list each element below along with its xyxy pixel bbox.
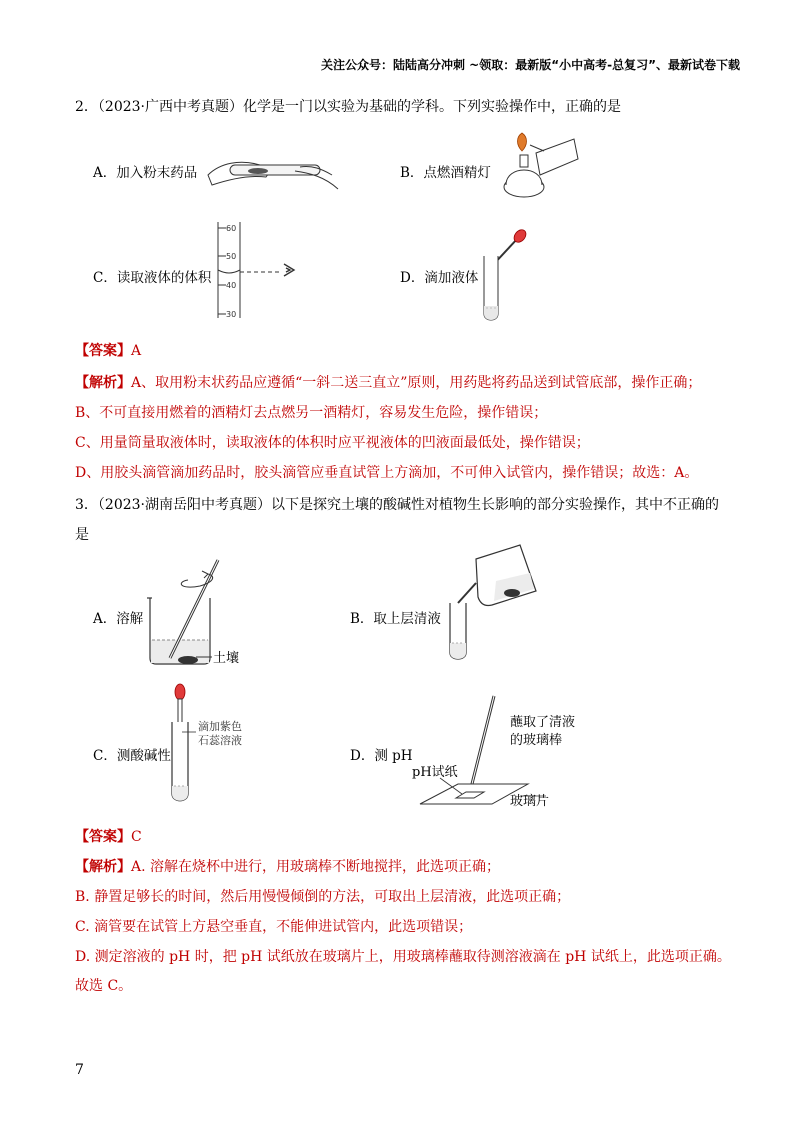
label-litmus-1: 滴加紫色 xyxy=(198,720,242,733)
q3-analysis-line-4: D. 测定溶液的 pH 时，把 pH 试纸放在玻璃片上，用玻璃棒蘸取待测溶液滴在 pH 试纸上，此选项正确。 xyxy=(75,949,731,965)
q2-analysis-line-2: B、不可直接用燃着的酒精灯去点燃另一酒精灯，容易发生危险，操作错误； xyxy=(75,405,548,421)
tick-60: 60 xyxy=(226,224,237,233)
q2-option-c: C．读取液体的体积 xyxy=(93,270,212,286)
answer-label: 【答案】 xyxy=(75,343,131,359)
answer-value: A xyxy=(131,343,142,359)
analysis-label: 【解析】 xyxy=(75,859,131,875)
question-2-stem: 2．（2023·广西中考真题）化学是一门以实验为基础的学科。下列实验操作中，正确的是 xyxy=(75,99,621,115)
powder-adding-figure xyxy=(200,145,340,195)
label-rod-1: 蘸取了清液 xyxy=(510,715,576,730)
graduated-cylinder-figure xyxy=(214,222,300,320)
q2-answer xyxy=(75,340,141,360)
page-header: 关注公众号：陆陆高分冲刺 ~领取：最新版“小中高考-总复习”、最新试卷下载 xyxy=(321,58,740,72)
label-rod-2: 的玻璃棒 xyxy=(510,733,563,748)
tick-50: 50 xyxy=(226,252,237,261)
q3-option-d: D．测 pH xyxy=(350,748,413,764)
litmus-test-figure xyxy=(166,682,266,806)
analysis-text: A. 溶解在烧杯中进行，用玻璃棒不断地搅拌，此选项正确； xyxy=(131,859,501,875)
tick-30: 30 xyxy=(226,310,237,319)
ph-test-figure xyxy=(410,692,610,816)
alcohol-lamp-figure xyxy=(500,125,580,200)
dropper-test-tube-figure xyxy=(478,226,528,324)
q3-analysis-line-3: C. 滴管要在试管上方悬空垂直，不能伸进试管内，此选项错误； xyxy=(75,919,473,935)
analysis-text: A、取用粉末状药品应遵循“一斜二送三直立”原则，用药匙将药品送到试管底部，操作正确； xyxy=(131,375,702,391)
q3-analysis-line-1 xyxy=(75,856,500,876)
q3-option-a: A．溶解 xyxy=(93,611,144,627)
q2-option-b: B．点燃酒精灯 xyxy=(400,165,491,181)
q2-option-d: D．滴加液体 xyxy=(400,270,479,286)
analysis-label: 【解析】 xyxy=(75,375,131,391)
tick-40: 40 xyxy=(226,281,237,290)
q2-option-a: A．加入粉末药品 xyxy=(93,165,198,181)
label-litmus-2: 石蕊溶液 xyxy=(198,734,242,747)
label-glass: 玻璃片 xyxy=(510,794,550,809)
decanting-figure xyxy=(440,545,540,667)
question-3-stem: 3．（2023·湖南岳阳中考真题）以下是探究土壤的酸碱性对植物生长影响的部分实验操作，其中不正确的是 xyxy=(75,497,719,543)
q3-answer xyxy=(75,826,142,846)
q2-analysis-line-1 xyxy=(75,372,701,392)
q2-analysis-line-3: C、用量筒量取液体时，读取液体的体积时应平视液体的凹液面最低处，操作错误； xyxy=(75,435,590,451)
label-ph-paper: pH试纸 xyxy=(412,765,458,780)
dissolving-beaker-figure xyxy=(140,558,250,670)
q2-analysis-line-4: D、用胶头滴管滴加药品时，胶头滴管应垂直试管上方滴加，不可伸入试管内，操作错误；故选：A。 xyxy=(75,465,699,481)
q3-option-b: B．取上层清液 xyxy=(350,611,441,627)
q3-analysis-line-5: 故选 C。 xyxy=(75,978,133,994)
label-soil: 土壤 xyxy=(213,651,240,666)
q3-analysis-line-2: B. 静置足够长的时间，然后用慢慢倾倒的方法，可取出上层清液，此选项正确； xyxy=(75,889,571,905)
q3-option-c: C．测酸碱性 xyxy=(93,748,171,764)
answer-label: 【答案】 xyxy=(75,829,131,845)
page-number: 7 xyxy=(75,1062,84,1078)
answer-value: C xyxy=(131,829,142,845)
